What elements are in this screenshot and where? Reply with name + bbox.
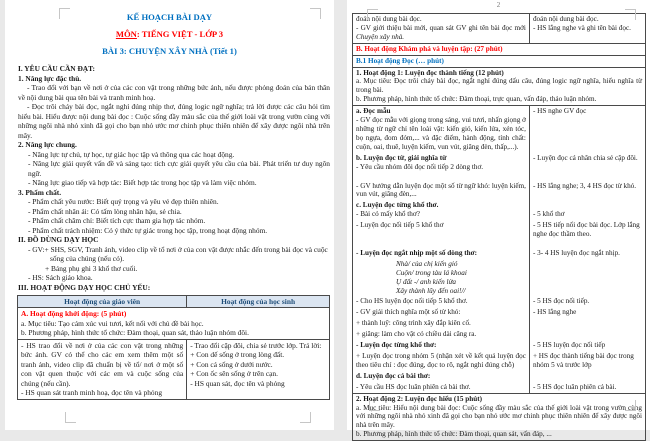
table-row <box>353 200 646 220</box>
table-row <box>353 329 646 340</box>
activities-table-page1 <box>17 295 330 400</box>
student-activity-cell <box>529 296 645 307</box>
doc-line: b. Phương pháp, hình thức tổ chức: Đàm thoại, quan sát, vấn đáp, ... <box>356 430 552 439</box>
student-activity-cell <box>529 259 645 297</box>
doc-line: + Con ốc sên sống ở trên cạn. <box>190 369 278 378</box>
margin-corner-mark <box>310 8 321 19</box>
table-row <box>353 340 646 351</box>
page-number: 2 <box>496 1 501 9</box>
doc-line: - 5 khổ thơ <box>532 210 565 219</box>
teacher-activity-cell <box>353 340 530 351</box>
doc-line: - HS quan sát tranh minh hoạ, đọc tên và phỏng <box>21 388 163 397</box>
doc-line: - Trao đổi cặp đôi, chia sẻ trước lớp. Trả lời: <box>190 340 322 350</box>
table-row <box>353 240 646 259</box>
margin-corner-mark <box>625 9 636 20</box>
table-row <box>353 393 646 441</box>
doc-line: - 5 HS luyện đọc nối tiếp <box>532 341 606 350</box>
subject-title <box>5 29 334 39</box>
doc-line: đoán nội dung bài đọc. <box>356 15 422 23</box>
student-activity-cell <box>187 339 330 399</box>
margin-corner-mark <box>367 9 378 20</box>
doc-line: - Năng lực tự chủ, tự học, tự giác học tập và thông qua các hoạt động. <box>28 149 235 159</box>
teacher-activity-cell <box>353 106 530 153</box>
student-activity-cell <box>529 329 645 340</box>
doc-line: 1. Năng lực đặc thù. <box>18 73 82 83</box>
doc-line: B. Hoạt động Khám phá và luyện tập: (27 phút) <box>356 44 503 53</box>
doc-line: a. Mục tiêu: Tạo cảm xúc vui tươi, kết nối với chủ đề bài học. <box>21 318 204 328</box>
doc-line: + Luyện đọc trong nhóm 5 (nhận xét về kết quả luyện đọc theo tiêu chí : đọc đúng, đọc to rõ, ngắt nghỉ đúng chỗ) <box>356 352 526 369</box>
doc-line: A. Hoạt động khởi động: (5 phút) <box>21 309 127 318</box>
student-activity-cell <box>529 240 645 259</box>
activity-section-cell <box>353 55 646 67</box>
student-activity-cell <box>529 371 645 382</box>
doc-line: Xây thành lũy đến oai!// <box>396 286 466 295</box>
table-row <box>353 173 646 201</box>
doc-line: - Luyện đọc nối tiếp 5 khổ thơ <box>356 221 444 230</box>
doc-line: 1. Hoạt động 1: Luyện đọc thành tiếng (12 phút) <box>356 68 504 77</box>
doc-line: I. YÊU CẦU CẦN ĐẠT: <box>18 64 95 73</box>
teacher-activity-cell <box>353 371 530 382</box>
teacher-activity-cell <box>353 329 530 340</box>
doc-line: + giăng: làm cho vật có chiều dài căng ra. <box>356 330 477 339</box>
doc-line: - GV hướng dẫn luyện đọc một số từ ngữ khó: luyện kiếm, vun vút, giăng đèn,... <box>356 181 526 199</box>
doc-line: - Năng lực giải quyết vấn đề và sáng tạo: tích cực giải quyết yêu cầu của bài. Phát triển tư duy ngôn ngữ. <box>28 159 330 178</box>
student-activity-cell <box>529 307 645 318</box>
table-row <box>353 106 646 153</box>
doc-line: - Yêu cầu nhóm đôi đọc nối tiếp 2 dòng thơ. <box>356 162 484 171</box>
doc-line: - GV giới thiệu bài mới, quan sát GV ghi tên bài đọc mới Chuyện xây nhà. <box>356 23 526 41</box>
subject-value: : TIẾNG VIỆT - LỚP 3 <box>136 29 224 39</box>
lesson-plan-title: KẾ HOẠCH BÀI DẠY <box>126 12 213 22</box>
student-activity-cell <box>529 382 645 393</box>
doc-line: - Bài có mấy khổ thơ? <box>356 210 420 219</box>
doc-line: + Con cá sống ở dưới nước. <box>190 359 273 369</box>
activity-section-cell <box>353 67 646 106</box>
table-row <box>353 351 646 371</box>
student-activity-cell <box>529 220 645 240</box>
doc-line: 2. Năng lực chung. <box>18 140 77 149</box>
doc-line: + Con dế sống ở trong lòng đất. <box>190 350 285 359</box>
table-row <box>353 67 646 106</box>
doc-line: - Đọc trôi chảy bài đọc, ngắt nghỉ đúng nhịp thơ, đúng logic ngữ nghĩa; trả lời được các câu hỏi tìm hiểu bài. Hiểu được nội dung bài đọc : Cuộc sống đầy màu sắc của thế giới loài vật trong vườn cùng với những ngôi nhà nhỏ xinh đã gọi cho bạn nhỏ ước mơ chinh phục thiên nhiên để xây được ngôi nhà trên mây. <box>18 102 330 140</box>
teacher-activity-cell <box>353 220 530 240</box>
doc-line: - Cho HS luyện đọc nối tiếp 5 khổ thơ. <box>356 297 468 306</box>
table-row <box>353 307 646 318</box>
doc-line: - Luyện đọc ngắt nhịp một số dòng thơ: <box>356 248 478 257</box>
activity-section-cell <box>353 43 646 55</box>
doc-line: - GV giải thích nghĩa một số từ khó: <box>356 308 461 317</box>
table-row <box>18 296 330 308</box>
student-activity-cell <box>529 200 645 220</box>
student-activity-cell <box>529 153 645 173</box>
doc-line: + Bảng phụ ghi 3 khổ thơ cuối. <box>45 263 138 273</box>
doc-line: - Yêu cầu HS đọc luân phiên cả bài thơ. <box>356 382 471 391</box>
student-activity-cell <box>529 106 645 153</box>
doc-line: a. Mục tiêu: Đọc trôi chảy bài đọc, ngắt nghỉ đúng dấu câu, đúng logic ngữ nghĩa, hiểu nghĩa từ trong bài. <box>356 77 642 95</box>
doc-line: - 5 HS đọc nối tiếp. <box>532 297 590 306</box>
table-row <box>18 339 330 399</box>
doc-line: - HS quan sát, đọc tên và phỏng <box>190 378 285 388</box>
doc-line <box>533 201 642 210</box>
doc-line: b. Phương pháp, hình thức tổ chức: Đàm thoại, quan sát, thảo luận nhóm đôi. <box>21 328 249 337</box>
table-column-header: Hoạt động của học sinh <box>187 296 330 308</box>
student-activity-cell <box>529 351 645 371</box>
teacher-activity-cell <box>353 382 530 393</box>
teacher-activity-cell <box>353 200 530 220</box>
doc-line: - HS lắng nghe và ghi tên bài đọc. <box>532 23 631 32</box>
doc-line: - HS lắng nghe <box>532 308 577 317</box>
doc-line: - GV:+ SHS, SGV, Tranh ảnh, video clip về tổ nơi ở của con vật được nhắc đến trong bài đọc và cuộc sống của chúng (nếu có). <box>28 244 328 263</box>
doc-line: a. Mục tiêu: Hiểu nội dung bài đọc: Cuộc sống đầy màu sắc của thế giới loài vật trong vườn cùng với những ngôi nhà nhỏ xinh đã gọi cho bạn nhỏ ước mơ chinh phục thiên nhiên để xây được ngôi nhà trên mây. <box>356 403 642 430</box>
teacher-activity-cell <box>353 14 530 44</box>
document-page-2 <box>347 0 650 439</box>
doc-line: - 5 HS đọc luân phiên cả bài. <box>532 382 617 391</box>
subject-label: MÔN <box>115 29 137 39</box>
doc-line: B.1 Hoạt động Đọc (… phút) <box>356 56 444 65</box>
doc-line: - Phẩm chất trách nhiệm: Có ý thức tự giác trong học tập, trong hoạt động nhóm. <box>28 225 268 235</box>
activity-section-cell <box>353 393 646 441</box>
table-row <box>353 259 646 297</box>
doc-line: - Phẩm chất yêu nước: Biết quý trọng và yêu vẻ đẹp thiên nhiên. <box>28 197 219 206</box>
teacher-activity-cell <box>353 296 530 307</box>
doc-line: Nhà/ của chị kiến gió <box>396 259 458 268</box>
student-activity-cell <box>529 318 645 329</box>
table-row <box>353 43 646 55</box>
table-row <box>353 296 646 307</box>
margin-corner-mark <box>369 400 380 411</box>
teacher-activity-cell <box>353 153 530 173</box>
teacher-activity-cell <box>353 173 530 201</box>
margin-corner-mark <box>625 400 636 411</box>
doc-line: + HS đọc thành tiếng bài đọc trong nhóm 5 và trước lớp <box>532 352 634 369</box>
doc-line: - 5 HS tiếp nối đọc bài đọc. Lớp lắng nghe đọc thầm theo. <box>532 221 640 239</box>
table-row <box>353 14 646 44</box>
doc-line: - Trao đổi với bạn về nơi ở của các con vật trong những bức ảnh, nếu được phỏng đoán của bản thân về nội dung bài qua tên bài và tranh minh hoạ. <box>18 83 330 102</box>
document-page-1 <box>5 0 334 430</box>
student-activity-cell <box>529 173 645 201</box>
doc-line: - Năng lực giao tiếp và hợp tác: Biết hợp tác trong học tập và làm việc nhóm. <box>28 178 257 187</box>
doc-line: Cuộn/ trong tàu lá khoai <box>396 268 467 277</box>
margin-corner-mark <box>300 412 311 423</box>
doc-line: - Phẩm chất nhân ái: Có tấm lòng nhân hậu, sẻ chia. <box>28 206 182 216</box>
table-row <box>353 55 646 67</box>
margin-corner-mark <box>65 412 76 423</box>
doc-line: b. Phương pháp, hình thức tổ chức: Đàm thoại, trực quan, vấn đáp, thảo luận nhóm. <box>356 95 597 104</box>
table-row <box>353 220 646 240</box>
table-row <box>353 382 646 393</box>
doc-line: đoán nội dung bài đọc. <box>532 15 599 23</box>
doc-line: a. Đọc mẫu <box>356 107 391 116</box>
table-column-header: Hoạt động của giáo viên <box>18 296 187 308</box>
doc-line: III. HOẠT ĐỘNG DẠY HỌC CHỦ YẾU: <box>18 282 151 292</box>
table-row <box>353 318 646 329</box>
doc-line: - 3- 4 HS luyện đọc ngắt nhịp. <box>532 248 620 257</box>
activity-section-cell <box>18 308 330 340</box>
doc-line: - HS: Sách giáo khoa. <box>28 273 93 282</box>
teacher-activity-cell <box>353 318 530 329</box>
doc-line: - GV đọc mẫu với giọng trong sáng, vui tươi, nhấn giọng ở những từ ngữ chỉ tên loài vật: kiến gió, kiến lửa, xén tóc, bọ ngựa, đom đóm,... và đặc điểm, hành động, tính chất: cuộn, oai, thuê, luyện kiếm, vun vút, giăng đèn, thấp,...). <box>356 116 526 151</box>
doc-line: 3. Phẩm chất. <box>18 187 62 197</box>
doc-line: - Phẩm chất chăm chỉ: Biết tích cực tham gia hợp tác nhóm. <box>28 216 206 225</box>
doc-line: - Luyện đọc từng khổ thơ: <box>356 341 437 350</box>
lesson-objectives-body <box>18 64 330 292</box>
table-row <box>353 153 646 173</box>
doc-line: II. ĐỒ DÙNG DẠY HỌC <box>18 235 99 244</box>
student-activity-cell <box>529 340 645 351</box>
doc-line: 2. Hoạt động 2: Luyện đọc hiểu (15 phút) <box>356 394 483 403</box>
doc-line: - HS lắng nghe; 3, 4 HS đọc từ khó. <box>532 181 637 190</box>
lesson-title: BÀI 3: CHUYỆN XÂY NHÀ (Tiết 1) <box>102 46 237 56</box>
doc-line: Ụ đất -/ anh kiến lửa <box>396 277 457 286</box>
doc-line: - HS nghe GV đọc <box>532 107 587 116</box>
doc-line: - Luyện đọc cá nhân chia sẻ cặp đôi. <box>532 153 638 162</box>
table-row <box>18 308 330 340</box>
doc-line: + thành luỹ: công trình xây đắp kiên cố. <box>356 319 471 328</box>
teacher-activity-cell <box>353 307 530 318</box>
doc-line: c. Luyện đọc từng khổ thơ. <box>356 201 439 210</box>
margin-corner-mark <box>59 8 70 19</box>
teacher-activity-cell <box>353 259 530 297</box>
doc-line: b. Luyện đọc từ, giải nghĩa từ <box>356 153 447 162</box>
teacher-activity-cell <box>18 339 187 399</box>
teacher-activity-cell <box>353 240 530 259</box>
table-row <box>353 371 646 382</box>
teacher-activity-cell <box>353 351 530 371</box>
activities-table-page2 <box>352 13 646 441</box>
doc-line: - HS trao đổi về nơi ở của các con vật trong những bức ảnh. GV có thể cho các em xem thêm một số tranh ảnh, video clip đã chuẩn bị về tổ/ nơi ở một số con vật quen thuộc với các em và cuộc sống của chúng (nếu cần). <box>21 340 184 388</box>
doc-line: d. Luyện đọc cả bài thơ: <box>356 371 431 380</box>
